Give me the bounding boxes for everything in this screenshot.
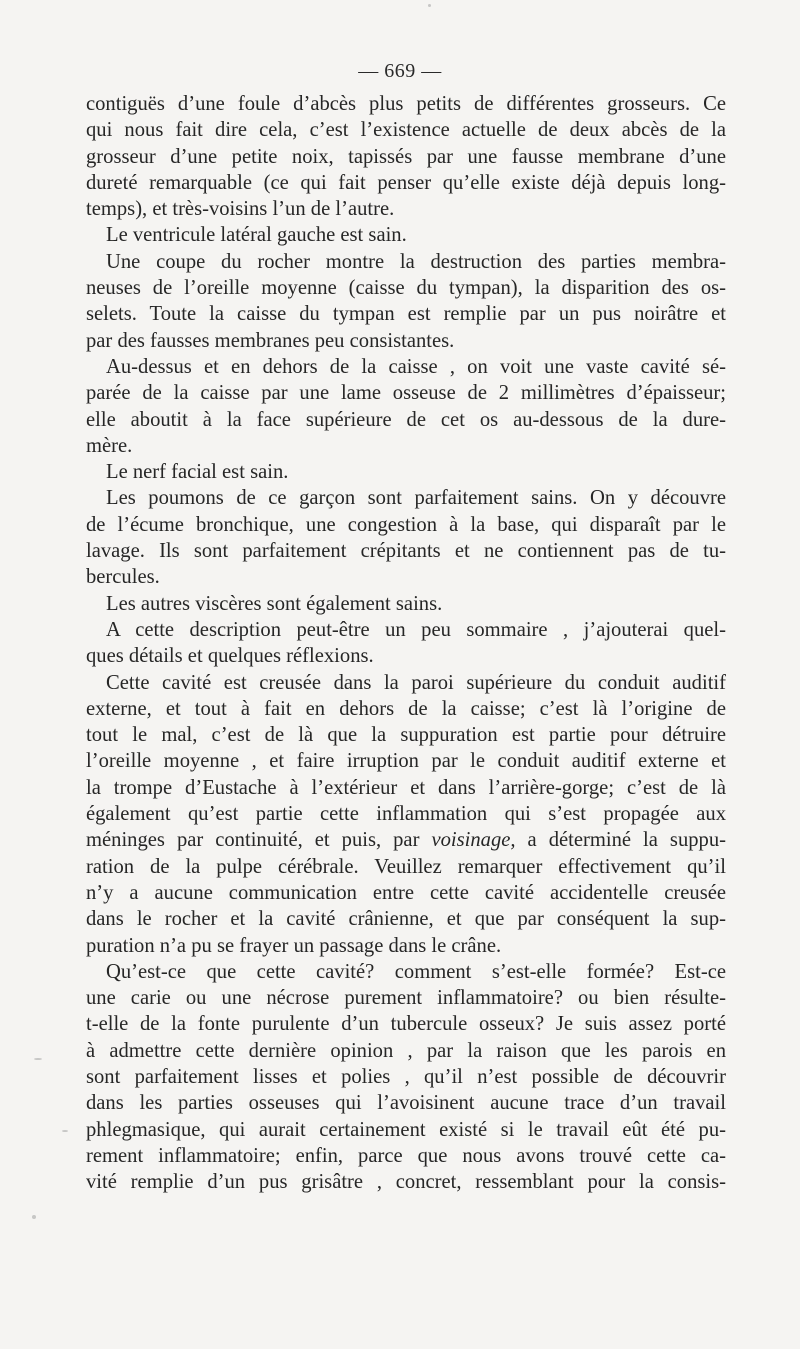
- text-line: Le ventricule latéral gauche est sain.: [106, 224, 407, 247]
- text-line: de l’écume bronchique, une congestion à la base, qui disparaît par le: [86, 513, 726, 536]
- text-line: une carie ou une nécrose purement inflammatoire? ou bien résulte-: [86, 987, 726, 1010]
- body-text: [86, 91, 726, 1195]
- text-line: selets. Toute la caisse du tympan est remplie par un pus noirâtre et: [86, 303, 726, 326]
- text-line: lavage. Ils sont parfaitement crépitants et ne contiennent pas de tu-: [86, 540, 726, 563]
- text-line: parée de la caisse par une lame osseuse de 2 millimètres d’épaisseur;: [86, 382, 726, 405]
- text-line: contiguës d’une foule d’abcès plus petits de différentes grosseurs. Ce: [86, 93, 726, 115]
- text-line: Les autres viscères sont également sains.: [106, 592, 443, 615]
- text-line: ration de la pulpe cérébrale. Veuillez remarquer effectivement qu’il: [86, 855, 726, 878]
- text-line: Les poumons de ce garçon sont parfaitement sains. On y découvre: [106, 487, 726, 510]
- text-line-mixed: [86, 827, 726, 853]
- paper-speck: [34, 1058, 42, 1060]
- text-line: elle aboutit à la face supérieure de cet os au-dessous de la dure-: [86, 408, 726, 431]
- paper-speck: [428, 4, 431, 7]
- text-line: puration n’a pu se frayer un passage dans le crâne.: [86, 934, 502, 957]
- italic-word: voisinage,: [431, 829, 516, 852]
- text-line: dureté remarquable (ce qui fait penser qu’elle existe déjà depuis long-: [86, 171, 726, 194]
- text-line: t-elle de la fonte purulente d’un tubercule osseux? Je suis assez porté: [86, 1013, 726, 1036]
- paper-speck: [62, 1130, 68, 1132]
- text-line: Qu’est-ce que cette cavité? comment s’est-elle formée? Est-ce: [106, 960, 726, 983]
- text-line: ques détails et quelques réflexions.: [86, 645, 374, 668]
- text-line: vité remplie d’un pus grisâtre , concret, ressemblant pour la consis-: [86, 1171, 726, 1194]
- text-line: Au-dessus et en dehors de la caisse , on voit une vaste cavité sé-: [106, 355, 726, 378]
- text-line: externe, et tout à fait en dehors de la caisse; c’est là l’origine de: [86, 697, 726, 720]
- page-number: — 669 —: [358, 60, 442, 82]
- text-line: mère.: [86, 434, 133, 457]
- text-line: phlegmasique, qui aurait certainement existé si le travail eût été pu-: [86, 1118, 726, 1141]
- text-line: neuses de l’oreille moyenne (caisse du tympan), la disparition des os-: [86, 277, 726, 300]
- text-line: Cette cavité est creusée dans la paroi supérieure du conduit auditif: [106, 671, 726, 694]
- text-line: par des fausses membranes peu consistantes.: [86, 329, 455, 352]
- text-line: la trompe d’Eustache à l’extérieur et dans l’arrière-gorge; c’est de là: [86, 776, 726, 799]
- text-line: dans les parties osseuses qui l’avoisinent aucune trace d’un travail: [86, 1092, 726, 1115]
- text-line: temps), et très-voisins l’un de l’autre.: [86, 198, 395, 221]
- text-line: qui nous fait dire cela, c’est l’existence actuelle de deux abcès de la: [86, 119, 726, 142]
- text-line: Une coupe du rocher montre la destruction des parties membra-: [106, 250, 726, 273]
- text-line: également qu’est partie cette inflammation qui s’est propagée aux: [86, 803, 726, 826]
- text-line: dans le rocher et la cavité crânienne, et que par conséquent la sup-: [86, 908, 726, 931]
- text-span: a déterminé la suppu-: [527, 829, 726, 852]
- text-line: grosseur d’une petite noix, tapissés par une fausse membrane d’une: [86, 145, 726, 168]
- text-line: A cette description peut-être un peu sommaire , j’ajouterai quel-: [106, 618, 726, 641]
- text-span: méninges par continuité, et puis, par: [86, 829, 420, 852]
- text-line: Le nerf facial est sain.: [106, 461, 289, 484]
- text-line: n’y a aucune communication entre cette cavité accidentelle creusée: [86, 881, 726, 904]
- text-line: à admettre cette dernière opinion , par la raison que les parois en: [86, 1039, 726, 1062]
- text-line: l’oreille moyenne , et faire irruption par le conduit auditif externe et: [86, 750, 726, 773]
- text-line: rement inflammatoire; enfin, parce que nous avons trouvé cette ca-: [86, 1144, 726, 1167]
- text-line: tout le mal, c’est de là que la suppuration est partie pour détruire: [86, 724, 726, 747]
- text-line: bercules.: [86, 566, 160, 589]
- paper-speck: [32, 1215, 36, 1219]
- text-line: sont parfaitement lisses et polies , qu’il n’est possible de découvrir: [86, 1065, 726, 1088]
